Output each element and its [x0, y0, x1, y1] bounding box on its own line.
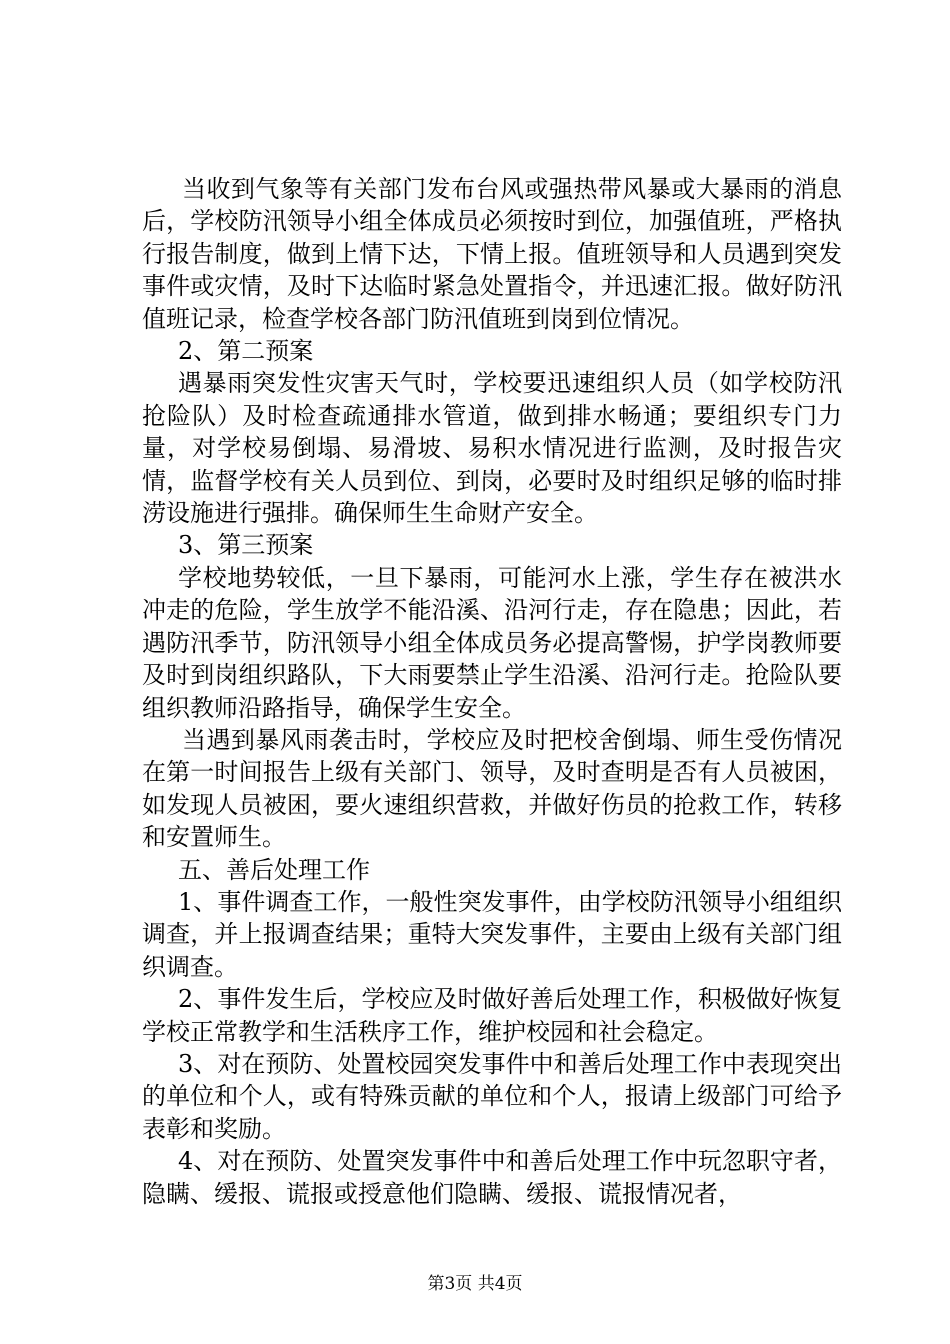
- paragraph-commendation: 3、对在预防、处置校园突发事件中和善后处理工作中表现突出的单位和个人，或有特殊贡献的单位和个人，报请上级部门可给予表彰和奖励。: [142, 1049, 842, 1143]
- paragraph-accountability: 4、对在预防、处置突发事件中和善后处理工作中玩忽职守者，隐瞒、缓报、谎报或授意他们隐瞒、缓报、谎报情况者，: [142, 1147, 842, 1208]
- heading-second-plan: 2、第二预案: [178, 337, 314, 366]
- page-footer: [0, 1273, 950, 1295]
- paragraph-storm-response: 当遇到暴风雨袭击时，学校应及时把校舍倒塌、师生受伤情况在第一时间报告上级有关部门、领导，及时查明是否有人员被困，如发现人员被困，要火速组织营救，并做好伤员的抢救工作，转移和安置师生。: [142, 725, 842, 852]
- paragraph-second-plan: 遇暴雨突发性灾害天气时，学校要迅速组织人员（如学校防汛抢险队）及时检查疏通排水管道，做到排水畅通；要组织专门力量，对学校易倒塌、易滑坡、易积水情况进行监测，及时报告灾情，监督学校有关人员到位、到岗，必要时及时组织足够的临时排涝设施进行强排。确保师生生命财产安全。: [142, 369, 842, 528]
- page-number-label: 第3页 共4页: [427, 1274, 523, 1294]
- heading-third-plan: 3、第三预案: [178, 531, 314, 560]
- paragraph-investigation: 1、事件调查工作，一般性突发事件，由学校防汛领导小组组织调查，并上报调查结果；重特大突发事件，主要由上级有关部门组织调查。: [142, 887, 842, 981]
- paragraph-third-plan: 学校地势较低，一旦下暴雨，可能河水上涨，学生存在被洪水冲走的危险，学生放学不能沿溪、沿河行走，存在隐患；因此，若遇防汛季节，防汛领导小组全体成员务必提高警惕，护学岗教师要及时到岗组织路队，下大雨要禁止学生沿溪、沿河行走。抢险队要组织教师沿路指导，确保学生安全。: [142, 563, 842, 722]
- heading-aftermath: 五、善后处理工作: [178, 855, 370, 884]
- document-body: [142, 173, 842, 1210]
- paragraph-recovery: 2、事件发生后，学校应及时做好善后处理工作，积极做好恢复学校正常教学和生活秩序工作，维护校园和社会稳定。: [142, 985, 842, 1046]
- paragraph-flood-alert-duty: 当收到气象等有关部门发布台风或强热带风暴或大暴雨的消息后，学校防汛领导小组全体成员必须按时到位，加强值班，严格执行报告制度，做到上情下达，下情上报。值班领导和人员遇到突发事件或灾情，及时下达临时紧急处置指令，并迅速汇报。做好防汛值班记录，检查学校各部门防汛值班到岗到位情况。: [142, 175, 842, 333]
